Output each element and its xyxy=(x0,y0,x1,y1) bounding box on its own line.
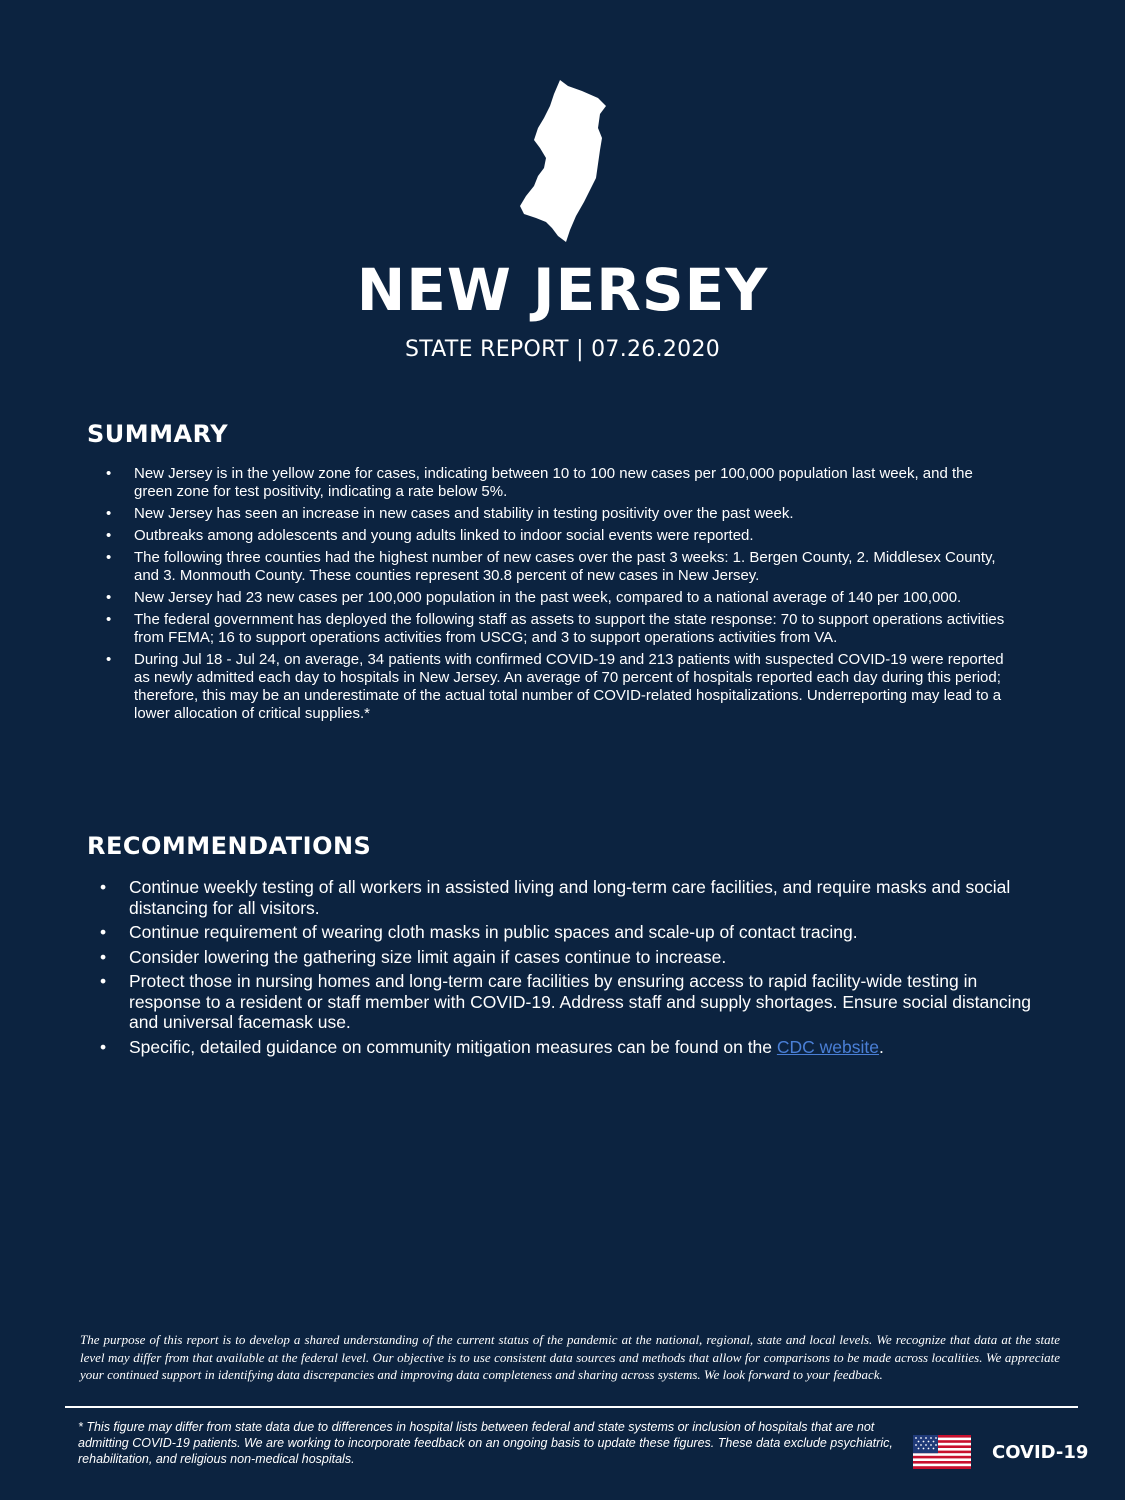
recommendations-list xyxy=(129,877,1034,1061)
summary-item: • The following three counties had the highest number of new cases over the past 3 weeks: 1. Bergen County, 2. Middlesex County, and 3. Monmouth County. These counties represent 30.8 percent of new cases in New Jersey. xyxy=(134,549,1014,585)
report-purpose-note: The purpose of this report is to develop a shared understanding of the current status of the pandemic at the national, regional, state and local levels. We recognize that data at the state level may differ from that available at the federal level. Our objective is to use consistent data sources and methods that allow for comparisons to be made across localities. We appreciate your continued support in identifying data discrepancies and improving data completeness and sharing across systems. We look forward to your feedback. xyxy=(80,1332,1060,1382)
recommendation-item: • Consider lowering the gathering size limit again if cases continue to increase. xyxy=(129,947,1034,968)
covid-19-label: COVID-19 xyxy=(992,1442,1089,1463)
summary-item: • New Jersey has seen an increase in new cases and stability in testing positivity over the past week. xyxy=(134,505,1014,523)
new-jersey-map-icon xyxy=(516,78,608,244)
state-name-title: NEW JERSEY xyxy=(356,256,769,324)
summary-item: • During Jul 18 - Jul 24, on average, 34 patients with confirmed COVID-19 and 213 patients with suspected COVID-19 were reported as newly admitted each day to hospitals in New Jersey. An average of 70 percent of hospitals reported each day during this period; therefore, this may be an underestimate of the actual total number of COVID-related hospitalizations. Underreporting may lead to a lower allocation of critical supplies.* xyxy=(134,651,1014,723)
summary-item: • New Jersey had 23 new cases per 100,000 population in the past week, compared to a national average of 140 per 100,000. xyxy=(134,589,1014,607)
recommendation-item: • Continue weekly testing of all workers in assisted living and long-term care facilities, and require masks and social distancing for all visitors. xyxy=(129,877,1034,918)
us-flag-icon xyxy=(913,1435,971,1469)
hospital-data-footnote: * This figure may differ from state data due to differences in hospital lists between federal and state systems or inclusion of hospitals that are not admitting COVID-19 patients. We are working to incorporate feedback on an ongoing basis to update these figures. These data exclude psychiatric, rehabilitation, and religious non-medical hospitals. xyxy=(78,1420,893,1466)
recommendations-heading: RECOMMENDATIONS xyxy=(87,832,372,860)
recommendation-item: • Continue requirement of wearing cloth masks in public spaces and scale-up of contact tracing. xyxy=(129,922,1034,943)
footer-divider xyxy=(65,1406,1078,1408)
recommendation-item: • Protect those in nursing homes and long-term care facilities by ensuring access to rapid facility-wide testing in response to a resident or staff member with COVID-19. Address staff and supply shortages. Ensure social distancing and universal facemask use. xyxy=(129,971,1034,1033)
summary-item: • Outbreaks among adolescents and young adults linked to indoor social events were reported. xyxy=(134,527,1014,545)
cdc-website-link[interactable]: CDC website xyxy=(776,1036,880,1057)
recommendation-item-cdc xyxy=(129,1037,1034,1058)
summary-list xyxy=(134,465,1014,727)
recommendation-period: . xyxy=(879,1036,884,1057)
summary-heading: SUMMARY xyxy=(87,420,229,448)
recommendation-text: Specific, detailed guidance on community mitigation measures can be found on the xyxy=(129,1036,777,1057)
summary-item: • New Jersey is in the yellow zone for cases, indicating between 10 to 100 new cases per 100,000 population last week, and the green zone for test positivity, indicating a rate below 5%. xyxy=(134,465,1014,501)
report-subtitle: STATE REPORT | 07.26.2020 xyxy=(404,337,721,362)
summary-item: • The federal government has deployed the following staff as assets to support the state response: 70 to support operations activities from FEMA; 16 to support operations activities from USCG; and 3 to support operations activities from VA. xyxy=(134,611,1014,647)
